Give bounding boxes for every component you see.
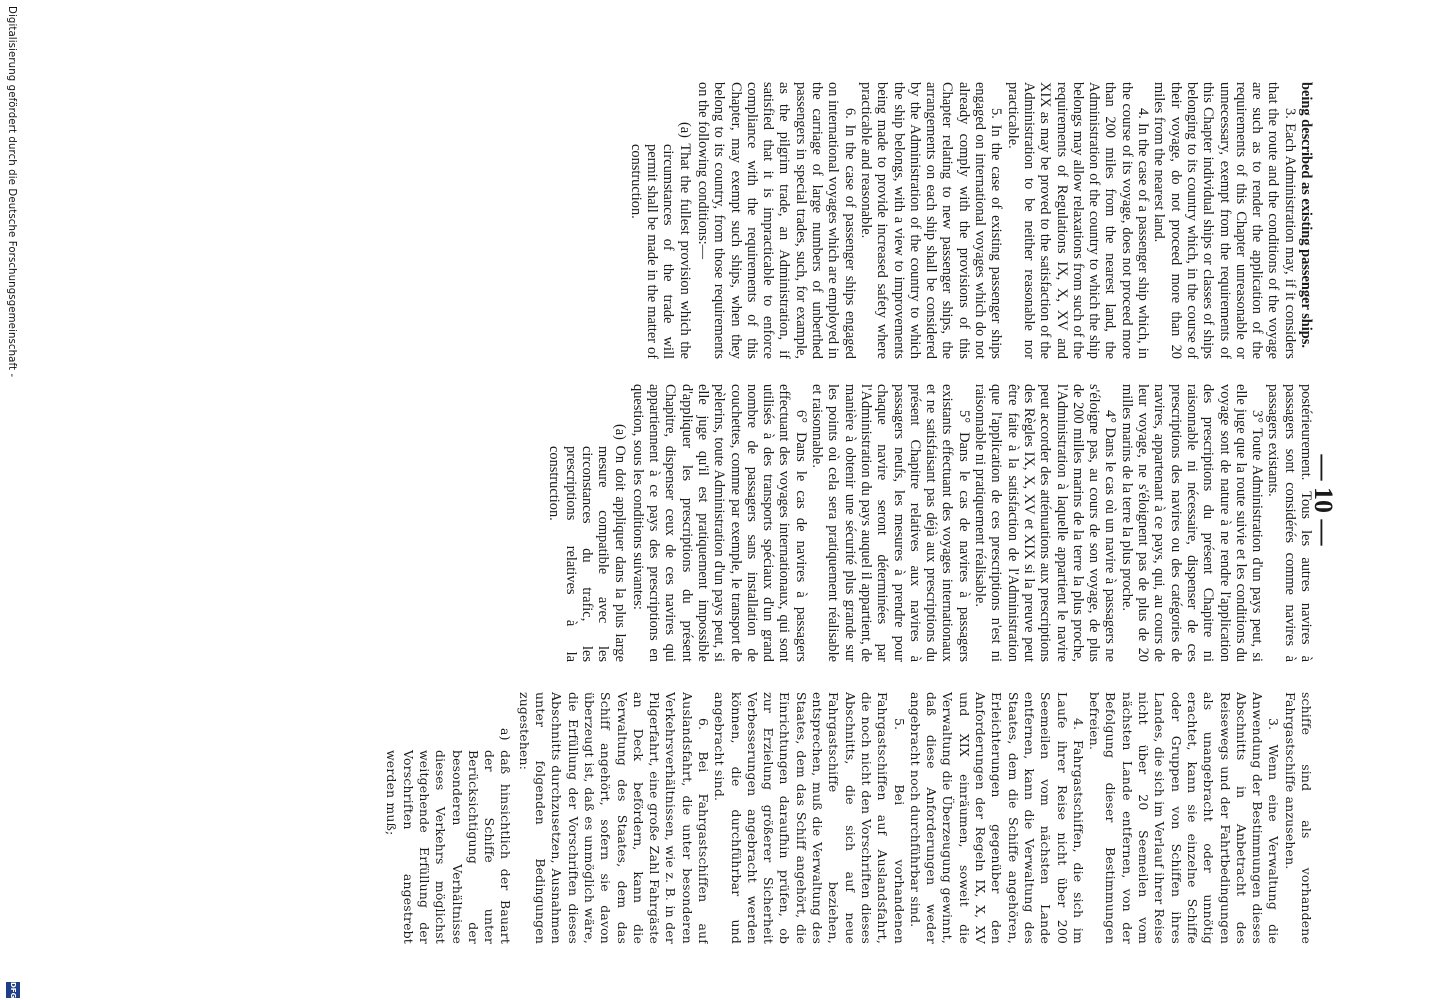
french-paragraph-5: 5° Dans le cas de navires à passagers existants effectuant des voyages internationaux et ne satisfaisant pas déjà aux prescriptions du présent Chapitre relatives aux navires à passagers neufs, les mesures à prendre pour chaque navire seront déterminées par l'Administration du pays auquel il appartient, de manière à obtenir une sécurité plus grande sur les points où cela sera pratiquement réalisable et raisonnable. [809, 384, 972, 662]
dfg-logo-icon: DFG [6, 982, 20, 998]
german-paragraph-6: 6. Bei Fahrgastschiffen auf Auslandsfahrt, die unter besonderen Verkehrsverhältnissen, wie z. B. in der Pilgerfahrt, eine große Zahl Fahrgäste an Deck befördern, kann die Verwaltung des Staates, dem das Schiff angehört, sofern sie davon überzeugt ist, daß es unmöglich wäre, die Erfüllung der Vorschriften dieses Abschnitts durchzusetzen, Ausnahmen unter folgenden Bedingungen zugestehen: [516, 692, 712, 944]
french-paragraph-3: 3° Toute Administration d'un pays peut, si elle juge que la route suivie et les conditions du voyage sont de nature à ne rendre l'application des prescriptions du présent Chapitre ni raisonnable ni nécessaire, dispenser de ces prescriptions des navires ou des catégories de navires, appartenant à ce pays, qui, au cours de leur voyage, ne s'éloignent pas de plus de 20 milles marins de la terre la plus proche. [1118, 384, 1266, 662]
french-paragraph-6: 6° Dans le cas de navires à passagers effectuant des voyages internationaux, qui sont utilisés à des transports spéciaux d'un grand nombre de passagers sans installation de couchettes, comme par exemple, le transport de pèlerins, toute Administration d'un pays peut, si elle juge qu'il est pratiquement impossible d'appliquer les prescriptions du présent Chapitre, dispenser ceux de ces navires qui appartiennent à ce pays des prescriptions en question, sous les conditions suivantes: [629, 384, 809, 662]
german-column [274, 692, 1314, 944]
german-paragraph-5: 5. Bei vorhandenen Fahrgastschiffen auf Auslandsfahrt, die noch nicht den Vorschriften dieses Abschnitts, die sich auf neue Fahrgastschiffe beziehen, entsprechen, muß die Verwaltung des Staates, dem das Schiff angehört, die Einrichtungen daraufhin prüfen, ob zur Erzielung größerer Sicherheit Verbesserungen angebracht werden können, die durchführbar und angebracht sind. [712, 692, 907, 944]
english-lead-text: being described as existing passenger ships. [1298, 82, 1314, 349]
english-paragraph-4: 4. In the case of a passenger ship which, in the course of its voyage, does not proceed more than 200 miles from the nearest land, the Administration of the country to which the ship belongs may allow relaxations from such of the requirements of Regulations IX, X, XV and XIX as may be proved to the satisfaction of the Administration to be neither reasonable nor practicable. [1004, 82, 1152, 359]
french-column [274, 384, 1314, 662]
page-number: — 10 — [1309, 454, 1338, 546]
german-item-a: a) daß hinsichtlich der Bauart der Schiffe unter Berücksichtigung der besonderen Verhältnisse dieses Verkehrs möglichst weitgehende Erfüllung der Vorschriften angestrebt werden muß; [384, 728, 514, 944]
french-paragraph-4: 4° Dans le cas où un navire à passagers ne s'éloigne pas, au cours de son voyage, de plus de 200 milles marins de la terre la plus proche, l'Administration à laquelle appartient le navire peut accorder des atténuations aux prescriptions des Règles IX, X, XV et XIX si la preuve peut être faite à la satisfaction de l'Administration que l'application de ces prescriptions n'est ni raisonnable ni pratiquement réalisable. [972, 384, 1119, 662]
french-lead-text: postérieurement. Tous les autres navires à passagers sont considérés comme navires à passagers existants. [1265, 384, 1314, 662]
english-column [274, 82, 1314, 359]
footer-strip [0, 0, 28, 1000]
german-paragraph-3: 3. Wenn eine Verwaltung die Anwendung der Bestimmungen dieses Abschnitts in Anbetracht des Reisewegs und der Fahrtbedingungen als unangebracht oder unnötig erachtet, kann sie einzelne Schiffe oder Gruppen von Schiffen ihres Landes, die sich im Verlauf ihrer Reise nicht über 20 Seemeilen vom nächsten Lande entfernen, von der Befolgung dieser Bestimmungen befreien. [1087, 692, 1282, 944]
english-paragraph-6: 6. In the case of passenger ships engaged on international voyages which are employed in the carriage of large numbers of unberthed passengers in special trades, such, for example, as the pilgrim trade, an Administration, if satisfied that it is impracticable to enforce compliance with the requirements of this Chapter, may exempt such ships, when they belong to its country, from those requirements on the following conditions:— [695, 82, 858, 359]
english-item-a: (a) That the fullest provision which the circumstances of the trade will permit shall be made in the matter of construction. [627, 122, 693, 359]
english-paragraph-5: 5. In the case of existing passenger ships engaged on international voyages which do not already comply with the provisions of this Chapter relating to new passenger ships, the arrangements on each ship shall be considered by the Administration of the country to which the ship belongs, with a view to improvements being made to provide increased safety where practicable and reasonable. [857, 82, 1005, 359]
german-paragraph-4: 4. Fahrgastschiffen, die sich im Laufe ihrer Reise nicht über 200 Seemeilen vom nächsten Lande entfernen, kann die Verwaltung des Staates, dem die Schiffe angehören, Erleichterungen gegenüber den Anforderungen der Regeln IX, X, XV und XIX einräumen, soweit die Verwaltung die Überzeugung gewinnt, daß diese Anforderungen weder angebracht noch durchführbar sind. [907, 692, 1086, 944]
digitization-note: Digitalisierung gefördert durch die Deutsche Forschungsgemeinschaft - [6, 6, 17, 378]
french-item-a: (a) On doit appliquer dans la plus large mesure compatible avec les circonstances du trafic, les prescriptions relatives à la construction. [546, 424, 628, 662]
german-lead-text: schiffe sind als vorhandene Fahrgastschiffe anzusehen. [1282, 692, 1314, 944]
english-paragraph-3: 3. Each Administration may, if it considers that the route and the conditions of the voyage are such as to render the application of the requirements of this Chapter unreasonable or unnecessary, exempt from the requirements of this Chapter individual ships or classes of ships belonging to its country which, in the course of their voyage, do not proceed more than 20 miles from the nearest land. [1151, 82, 1298, 359]
